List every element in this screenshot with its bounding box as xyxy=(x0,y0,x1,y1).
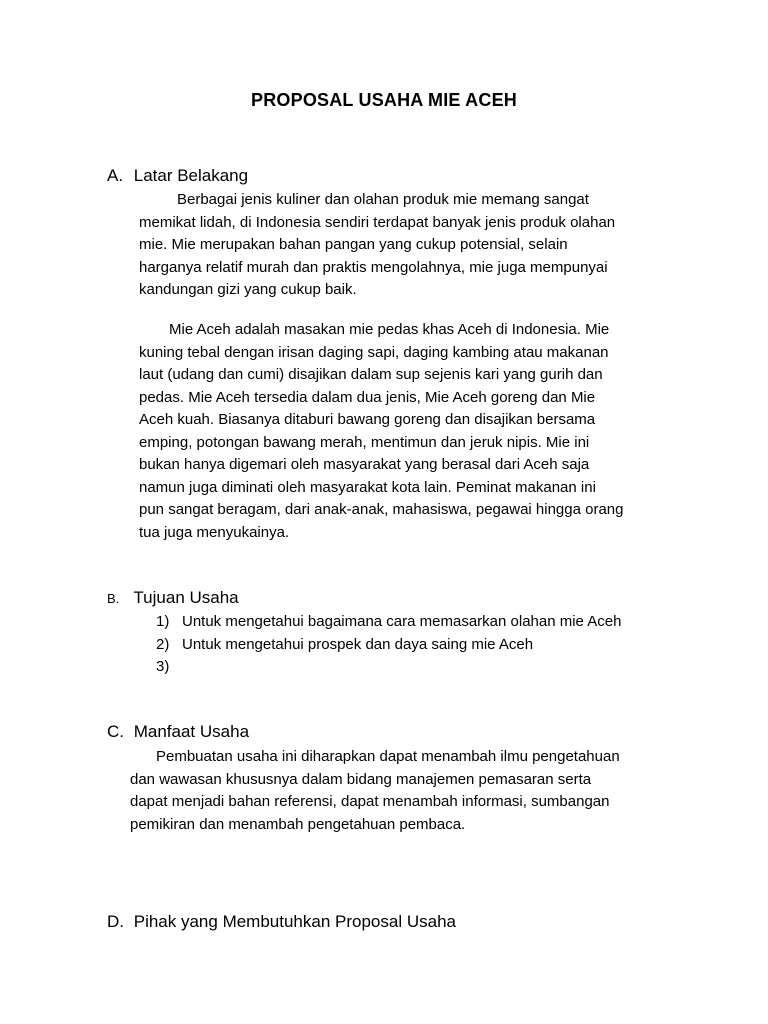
section-c-title: Manfaat Usaha xyxy=(133,722,250,741)
section-c-heading xyxy=(107,722,249,742)
paragraph-line: Mie Aceh adalah masakan mie pedas khas Aceh di Indonesia. Mie xyxy=(169,321,610,338)
paragraph-line: harganya relatif murah dan praktis mengolahnya, mie juga mempunyai xyxy=(139,258,608,276)
list-item-number: 2) xyxy=(156,635,170,653)
section-d-title: Pihak yang Membutuhkan Proposal Usaha xyxy=(133,912,456,931)
list-item xyxy=(156,634,621,657)
paragraph-line: Aceh kuah. Biasanya ditaburi bawang goreng dan disajikan bersama xyxy=(139,411,596,428)
list-item-number: 1) xyxy=(156,613,170,630)
paragraph-line: tua juga menyukainya. xyxy=(139,523,290,541)
section-b-title: Tujuan Usaha xyxy=(133,588,239,607)
section-b-letter: B. xyxy=(107,591,120,606)
section-c-paragraph xyxy=(130,746,620,836)
section-b-heading xyxy=(107,588,239,608)
paragraph-line: kuning tebal dengan irisan daging sapi, daging kambing atau makanan xyxy=(139,343,609,361)
document-title: PROPOSAL USAHA MIE ACEH xyxy=(251,90,517,110)
paragraph-line: namun juga diminati oleh masyarakat kota lain. Peminat makanan ini xyxy=(139,478,596,496)
paragraph-line: pun sangat beragam, dari anak-anak, mahasiswa, pegawai hingga orang xyxy=(139,501,624,518)
section-c-letter: C. xyxy=(107,722,124,741)
list-item xyxy=(156,656,621,679)
section-a-title: Latar Belakang xyxy=(133,166,249,185)
list-item-text: Untuk mengetahui bagaimana cara memasarkan olahan mie Aceh xyxy=(182,613,622,630)
section-a-letter: A. xyxy=(107,166,124,185)
section-a-paragraph-2 xyxy=(139,319,623,544)
paragraph-line: kandungan gizi yang cukup baik. xyxy=(139,281,357,298)
paragraph-line: dan wawasan khususnya dalam bidang manajemen pemasaran serta xyxy=(130,770,592,788)
list-item-number: 3) xyxy=(156,658,170,675)
paragraph-line: dapat menjadi bahan referensi, dapat menambah informasi, sumbangan xyxy=(130,793,610,810)
list-item-text: Untuk mengetahui prospek dan daya saing mie Aceh xyxy=(182,635,534,653)
section-a-heading xyxy=(107,166,248,186)
section-a-paragraph-1 xyxy=(139,189,615,302)
paragraph-line: bukan hanya digemari oleh masyarakat yang berasal dari Aceh saja xyxy=(139,456,590,473)
section-d-letter: D. xyxy=(107,912,124,931)
list-item xyxy=(156,611,621,634)
paragraph-line: laut (udang dan cumi) disajikan dalam sup sejenis kari yang gurih dan xyxy=(139,366,603,383)
paragraph-line: Pembuatan usaha ini diharapkan dapat menambah ilmu pengetahuan xyxy=(156,748,620,765)
paragraph-line: emping, potongan bawang merah, mentimun dan jeruk nipis. Mie ini xyxy=(139,433,590,451)
paragraph-line: memikat lidah, di Indonesia sendiri terdapat banyak jenis produk olahan xyxy=(139,213,616,231)
paragraph-line: pedas. Mie Aceh tersedia dalam dua jenis, Mie Aceh goreng dan Mie xyxy=(139,388,596,406)
paragraph-line: pemikiran dan menambah pengetahuan pembaca. xyxy=(130,815,466,833)
section-b-list xyxy=(156,611,621,679)
section-d-heading xyxy=(107,912,456,932)
paragraph-line: mie. Mie merupakan bahan pangan yang cukup potensial, selain xyxy=(139,236,568,253)
paragraph-line: Berbagai jenis kuliner dan olahan produk mie memang sangat xyxy=(177,191,589,208)
